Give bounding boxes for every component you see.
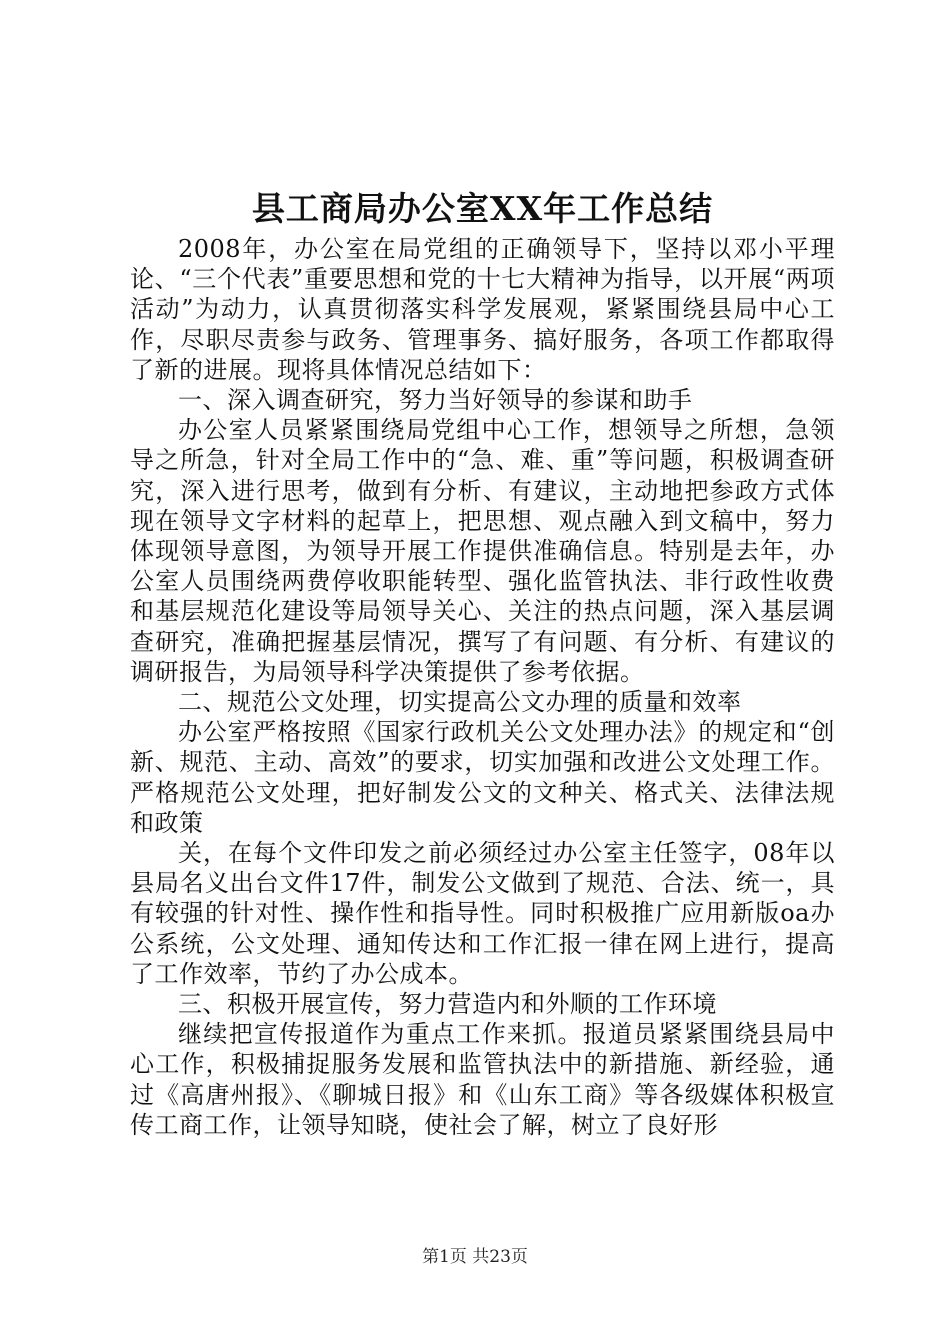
document-page — [130, 182, 835, 1140]
paragraph-section-2a: 办公室严格按照《国家行政机关公文处理办法》的规定和“创新、规范、主动、高效”的要求，切实加强和改进公文处理工作。严格规范公文处理，把好制发公文的文种关、格式关、法律法规和政策 — [130, 718, 835, 837]
paragraph-section-1: 办公室人员紧紧围绕局党组中心工作，想领导之所想，急领导之所急，针对全局工作中的“急、难、重”等问题，积极调查研究，深入进行思考，做到有分析、有建议，主动地把参政方式体现在领导文字材料的起草上，把思想、观点融入到文稿中，努力体现领导意图，为领导开展工作提供准确信息。特别是去年，办公室人员围绕两费停收职能转型、强化监管执法、非行政性收费和基层规范化建设等局领导关心、关注的热点问题，深入基层调查研究，准确把握基层情况，撰写了有问题、有分析、有建议的调研报告，为局领导科学决策提供了参考依据。 — [130, 416, 835, 686]
paragraph-section-2b: 关，在每个文件印发之前必须经过办公室主任签字，08年以县局名义出台文件17件，制发公文做到了规范、合法、统一，具有较强的针对性、操作性和指导性。同时积极推广应用新版oa办公系统，公文处理、通知传达和工作汇报一律在网上进行，提高了工作效率，节约了办公成本。 — [130, 839, 835, 988]
section-heading-3: 三、积极开展宣传，努力营造内和外顺的工作环境 — [178, 990, 717, 1019]
paragraph-section-3: 继续把宣传报道作为重点工作来抓。报道员紧紧围绕县局中心工作，积极捕捉服务发展和监管执法中的新措施、新经验，通过《高唐州报》、《聊城日报》和《山东工商》等各级媒体积极宣传工商工作，让领导知晓，使社会了解，树立了良好形 — [130, 1020, 835, 1139]
paragraph-intro: 2008年，办公室在局党组的正确领导下，坚持以邓小平理论、“三个代表”重要思想和党的十七大精神为指导，以开展“两项活动”为动力，认真贯彻落实科学发展观，紧紧围绕县局中心工作，尽职尽责参与政务、管理事务、搞好服务，各项工作都取得了新的进展。现将具体情况总结如下： — [130, 235, 835, 384]
page-number-footer: 第1页 共23页 — [422, 1247, 528, 1267]
section-heading-2: 二、规范公文处理，切实提高公文办理的质量和效率 — [178, 688, 742, 717]
section-heading-1: 一、深入调查研究，努力当好领导的参谋和助手 — [178, 386, 693, 415]
document-title: 县工商局办公室XX年工作总结 — [251, 189, 714, 228]
